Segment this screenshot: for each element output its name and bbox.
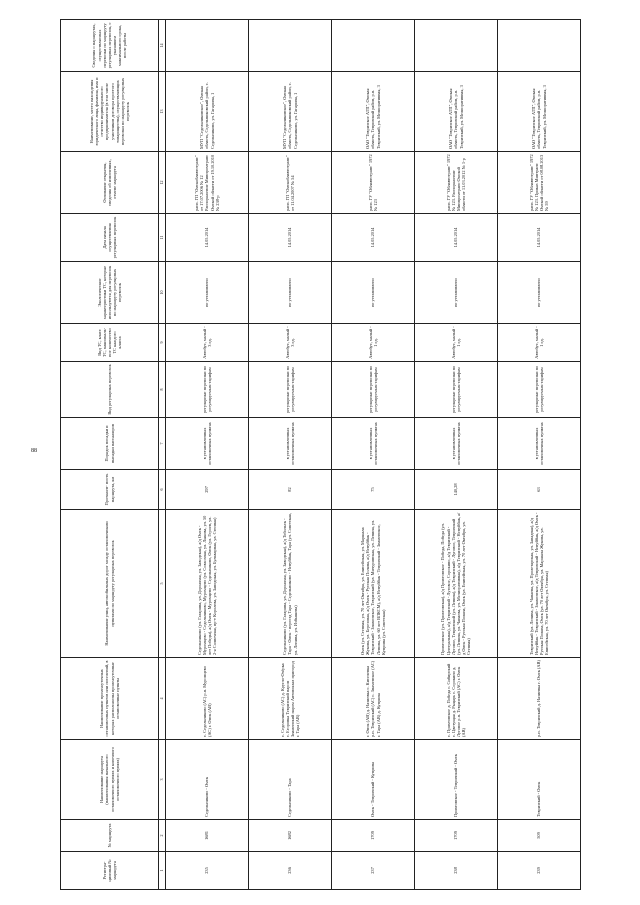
length-cell: 297 bbox=[166, 470, 249, 510]
header-row bbox=[61, 20, 159, 890]
header-cell: Сведения о маршрутах, осуществляемых перевозки по маршруту регулярных перевозок, с указанием максимального срока, после работы bbox=[61, 20, 159, 72]
eco-cell: не установлено bbox=[249, 262, 332, 324]
vehicles-cell: Автобус, малый - 3 ед. bbox=[166, 324, 249, 362]
header-cell: № маршрута bbox=[61, 820, 159, 852]
table-row bbox=[166, 20, 249, 890]
info-cell bbox=[498, 20, 581, 72]
streets-cell: Седельниково (ул. Гагарина, ул. Дорожная, ул. Заводская), а/д Тобольск - Тара - Омск - переезд Тара - Седельниково - Ненуйбак, Тара (ул. Советская, ул. Ленина, ул. Избышева) bbox=[249, 510, 332, 658]
stops-cell: г. Омск (АВ) д. Назиевка с. Киселевка р.п. Тевризский (АС) с. Знаменское (АС) г. Тара (АВ) д. Куприна bbox=[332, 658, 415, 740]
column-number: 5 bbox=[159, 510, 166, 658]
table-row bbox=[249, 20, 332, 890]
column-number: 4 bbox=[159, 658, 166, 740]
basis-cell: расп. ГУ "Облавтотранс" 1972 № 123 bbox=[332, 152, 415, 214]
stops-cell: с. Седельниково (АС) д. Кругло-Озёрка с. Егоровка Тевризский паром Знаменский паром Автовокзал пригород г. Тара (АВ) bbox=[249, 658, 332, 740]
transport-type-cell: регулярные перевозки по регулируемым тарифам bbox=[332, 362, 415, 418]
header-cell: Дата начала осуществления регулярных перевозок bbox=[61, 214, 159, 262]
column-number-row bbox=[159, 20, 166, 890]
column-number: 14 bbox=[159, 20, 166, 72]
reg-number-cell: 237 bbox=[332, 852, 415, 890]
route-name-cell: Прихтовское - Тевризский - Омск bbox=[415, 740, 498, 820]
vehicles-cell: Автобус, малый - 1 ед. bbox=[332, 324, 415, 362]
reg-number-cell: 239 bbox=[498, 852, 581, 890]
boarding-cell: в установленных остановочных пунктах bbox=[249, 418, 332, 470]
header-cell: Регистра- ционный № маршрута bbox=[61, 852, 159, 890]
streets-cell: Тевризский (ул. Ленина, ул. Чапаева, ул. Пролетарская, ул. Западная), а/д Ненуйбак - Тевризский - Знаменское, а/д Тевризский - Ненуйбак, а/д Омск - Русская Поляна, Омск (ул. 70 лет Октября, ул. Маршала Жукова, ул. Енисейская, ул. 70 лет Октября, ул. Степная) bbox=[498, 510, 581, 658]
header-cell: Основание открытия, сведения об изменениях, отмене маршрута bbox=[61, 152, 159, 214]
route-number-cell: 509 bbox=[498, 820, 581, 852]
stops-cell: с. Прихтовское д. Победа с. Сибирский с. Цветущая д. Рыцарь с. Сорокино д. Луговое р.п. Тевризский (АС) г. Омск (АВ) bbox=[415, 658, 498, 740]
header-cell: Наименование улиц, автомобильных дорог между остановочными пунктами по маршруту регулярных перевозок bbox=[61, 510, 159, 658]
boarding-cell: в установленных остановочных пунктах bbox=[166, 418, 249, 470]
streets-cell: Прихтовское (ул. Прихтовская), а/д Прихтовское - Победа, Победа (ул. Центральная), а/д Тевризский - Луговое, Сорокино, а/д Тевризский - Луговое, Тевризский (ул. Ленина), а/д Тевризский - Луговое, Тевризский (ул. Ленина, ул. Чапаева, ул. Мелиоративная), а/д Тевризский - Ненуйбак, а/д Омск - Русская Поляна, Омск (ул. Енисейская, ул. 70 лет Октября, ул. Степная) bbox=[415, 510, 498, 658]
boarding-cell: в установленных остановочных пунктах bbox=[498, 418, 581, 470]
route-name-cell: Омск - Тевризский - Куприна bbox=[332, 740, 415, 820]
route-number-cell: 1709 bbox=[332, 820, 415, 852]
carrier-cell: ОАО "Тевризское АТП", Омская область, Тевризский район, р.п. Тевризский, ул. Мелиоративная, 3 bbox=[332, 72, 415, 152]
carrier-cell: ОАО "Тевризское АТП", Омская область, Тевризский район, р.п. Тевризский, ул. Мелиоративная, 3 bbox=[498, 72, 581, 152]
column-number: 13 bbox=[159, 72, 166, 152]
streets-cell: Седельниково (ул. Гагарина, ул. Дорожная, ул. Заводская), а/д Омск - Муромцево - Седельниково, Муромцево (ул. Совхозная, ул. Лыкова, ул. 50 лет Победы), а/д Омск - Муромцево - Седельниково, Омск (ул. Героев, ул. 2-я Солнечная, пр-т Королева, ул. Заводская, ул. Бульварная, ул. Степная) bbox=[166, 510, 249, 658]
table-row bbox=[415, 20, 498, 890]
start-date-cell: 14.05.2014 bbox=[498, 214, 581, 262]
route-name-cell: Седельниково - Омск bbox=[166, 740, 249, 820]
column-number: 6 bbox=[159, 470, 166, 510]
info-cell bbox=[332, 20, 415, 72]
header-cell: Порядок посадки и высадки пассажиров bbox=[61, 418, 159, 470]
route-number-cell: 1681 bbox=[166, 820, 249, 852]
vehicles-cell: Автобус, малый - 1 ед. bbox=[498, 324, 581, 362]
eco-cell: не установлено bbox=[498, 262, 581, 324]
basis-cell: расп. ГУ "Облавтотранс" 1972 № 123. Распоряжение Минпромтранс Омской области от 11.03.2012 № 1-р bbox=[415, 152, 498, 214]
column-number: 11 bbox=[159, 214, 166, 262]
start-date-cell: 14.05.2014 bbox=[166, 214, 249, 262]
eco-cell: не установлено bbox=[415, 262, 498, 324]
streets-cell: Омск (ул. Степная, ул. 70 лет Октября, ул. Енисейская, ул. Маршала Жукова, ул. Березовая, а/д Омск - Русская Поляна, а/д Ненуйбак - Тевризский - Знаменское, Тевризский (ул. Мичуринская, ул. Ленина, ул. Ленина, ул. 60 лет ВЛКСМ), а/д Ненуйбак - Тевризский - Знаменское, Куприна (ул. Советская) bbox=[332, 510, 415, 658]
basis-cell: расп. ГП "Омскоблавтотранс" от 17.07.2006 № 12 Распоряжение Минпромтранс Омской области от 19.10.2010 № 238-р bbox=[166, 152, 249, 214]
transport-type-cell: регулярные перевозки по регулируемым тарифам bbox=[415, 362, 498, 418]
header-cell: Протяжен- ность маршрута, км bbox=[61, 470, 159, 510]
reg-number-cell: 235 bbox=[166, 852, 249, 890]
length-cell: 75 bbox=[332, 470, 415, 510]
basis-cell: расп. ГП "Омскоблавтотранс" от 11.04.2007 № 54 bbox=[249, 152, 332, 214]
table-row bbox=[498, 20, 581, 890]
header-cell: Вид ТС, класс ТС, максималь- ное количество ТС каждого класса bbox=[61, 324, 159, 362]
column-number: 3 bbox=[159, 740, 166, 820]
column-number: 8 bbox=[159, 362, 166, 418]
rotated-table-wrapper bbox=[60, 20, 580, 890]
column-number: 7 bbox=[159, 418, 166, 470]
info-cell bbox=[166, 20, 249, 72]
header-cell: Экологические характеристики ТС, которые используются для перевозок по маршруту регулярных перевозок bbox=[61, 262, 159, 324]
column-number: 2 bbox=[159, 820, 166, 852]
route-number-cell: 1709 bbox=[415, 820, 498, 852]
basis-cell: расп. ГУ "Облавтотранс" 1972 № 123. Приказ Минтранс Омской области от 08.08.2013 № 59 bbox=[498, 152, 581, 214]
transport-type-cell: регулярные перевозки по регулируемым тарифам bbox=[166, 362, 249, 418]
reg-number-cell: 238 bbox=[415, 852, 498, 890]
length-cell: 82 bbox=[249, 470, 332, 510]
stops-cell: р.п. Тевризский д. Назиевка г. Омск (АВ) bbox=[498, 658, 581, 740]
vehicles-cell: Автобус, малый - 1 ед. bbox=[415, 324, 498, 362]
start-date-cell: 14.05.2014 bbox=[332, 214, 415, 262]
page-number: 88 bbox=[31, 448, 37, 454]
column-number: 1 bbox=[159, 852, 166, 890]
header-cell: Вид регулярных перевозок bbox=[61, 362, 159, 418]
info-cell bbox=[249, 20, 332, 72]
stops-cell: с. Седельниково (АС) р.п. Муромцево (АС) г. Омск (АВ) bbox=[166, 658, 249, 740]
length-cell: 140,28 bbox=[415, 470, 498, 510]
routes-register-table bbox=[60, 19, 581, 890]
info-cell bbox=[415, 20, 498, 72]
length-cell: 63 bbox=[498, 470, 581, 510]
column-number: 10 bbox=[159, 262, 166, 324]
vehicles-cell: Автобус, малый - 3 ед. bbox=[249, 324, 332, 362]
carrier-cell: ОАО "Тевризское АТП", Омская область, Тевризский район, р.п. Тевризский, ул. Мелиоративная, 3 bbox=[415, 72, 498, 152]
transport-type-cell: регулярные перевозки по регулируемым тарифам bbox=[249, 362, 332, 418]
boarding-cell: в установленных остановочных пунктах bbox=[332, 418, 415, 470]
header-cell: Наименование, место нахождения юридического лица, фамилия, имя и отчество индивидуального предпринимателя (в том числе участников договора простого товарищества), осуществляющих перевозки по маршруту регулярных перевозок bbox=[61, 72, 159, 152]
carrier-cell: МУП "Седельниковское", Омская область, Седельниковский район, с. Седельниково, ул. Гагарина, 1 bbox=[166, 72, 249, 152]
start-date-cell: 14.05.2014 bbox=[415, 214, 498, 262]
reg-number-cell: 236 bbox=[249, 852, 332, 890]
route-number-cell: 1682 bbox=[249, 820, 332, 852]
eco-cell: не установлено bbox=[332, 262, 415, 324]
transport-type-cell: регулярные перевозки по регулируемым тарифам bbox=[498, 362, 581, 418]
boarding-cell: в установленных остановочных пунктах bbox=[415, 418, 498, 470]
route-name-cell: Тевризский - Омск bbox=[498, 740, 581, 820]
column-number: 9 bbox=[159, 324, 166, 362]
carrier-cell: МУП "Седельниковское", Омская область, Седельниковский район, с. Седельниково, ул. Гагарина, 1 bbox=[249, 72, 332, 152]
eco-cell: не установлено bbox=[166, 262, 249, 324]
table-row bbox=[332, 20, 415, 890]
route-name-cell: Седельниково - Тара bbox=[249, 740, 332, 820]
start-date-cell: 14.05.2014 bbox=[249, 214, 332, 262]
header-cell: Наименование промежуточных остановочных пунктов или поселений, в которых расположены промежуточные остановочные пункты bbox=[61, 658, 159, 740]
column-number: 12 bbox=[159, 152, 166, 214]
header-cell: Наименование маршрута (наименования начального остановочного пункта и конечного остановочного пункта) bbox=[61, 740, 159, 820]
